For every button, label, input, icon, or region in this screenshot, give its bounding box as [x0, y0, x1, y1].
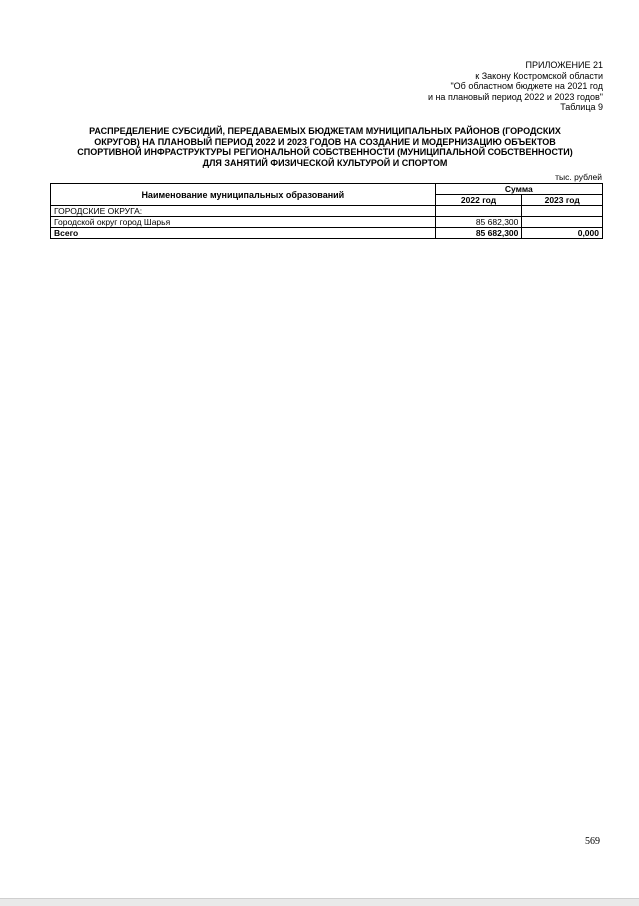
title-line-2: ОКРУГОВ) НА ПЛАНОВЫЙ ПЕРИОД 2022 И 2023 ГОДОВ НА СОЗДАНИЕ И МОДЕРНИЗАЦИЮ ОБЪЕКТОВ [94, 136, 556, 147]
appendix-law-reference: к Закону Костромской области [475, 70, 603, 81]
row-value-2023 [522, 206, 603, 217]
total-value-2022: 85 682,300 [435, 228, 522, 239]
row-name: ГОРОДСКИЕ ОКРУГА: [51, 206, 436, 217]
title-line-3: СПОРТИВНОЙ ИНФРАСТРУКТУРЫ РЕГИОНАЛЬНОЙ СОБСТВЕННОСТИ (МУНИЦИПАЛЬНОЙ СОБСТВЕННОСТИ) [77, 147, 573, 157]
total-value-2023: 0,000 [522, 228, 603, 239]
column-header-name: Наименование муниципальных образований [51, 184, 436, 206]
column-header-sum: Сумма [435, 184, 602, 195]
table-number: Таблица 9 [560, 102, 603, 112]
total-label: Всего [51, 228, 436, 239]
table-row [51, 217, 603, 228]
appendix-law-title: "Об областном бюджете на 2021 год [450, 81, 603, 91]
column-header-2023: 2023 год [522, 195, 603, 206]
row-value-2022 [435, 206, 522, 217]
row-value-2023 [522, 217, 603, 228]
title-line-4: ДЛЯ ЗАНЯТИЙ ФИЗИЧЕСКОЙ КУЛЬТУРОЙ И СПОРТОМ [202, 157, 448, 168]
row-name: Городской округ город Шарья [51, 217, 436, 228]
appendix-period: и на плановый период 2022 и 2023 годов" [427, 91, 603, 102]
subsidy-table [50, 183, 603, 239]
appendix-header [428, 60, 603, 113]
table-header-row [51, 184, 603, 195]
page-number: 569 [585, 836, 600, 847]
units-label: тыс. рублей [555, 172, 602, 182]
table-row [51, 206, 603, 217]
table-total-row [51, 228, 603, 239]
appendix-number: ПРИЛОЖЕНИЕ 21 [525, 60, 603, 70]
title-line-1: РАСПРЕДЕЛЕНИЕ СУБСИДИЙ, ПЕРЕДАВАЕМЫХ БЮДЖЕТАМ МУНИЦИПАЛЬНЫХ РАЙОНОВ (ГОРОДСКИХ [89, 126, 561, 136]
column-header-2022: 2022 год [435, 195, 522, 206]
document-title [55, 126, 595, 168]
row-value-2022: 85 682,300 [435, 217, 522, 228]
